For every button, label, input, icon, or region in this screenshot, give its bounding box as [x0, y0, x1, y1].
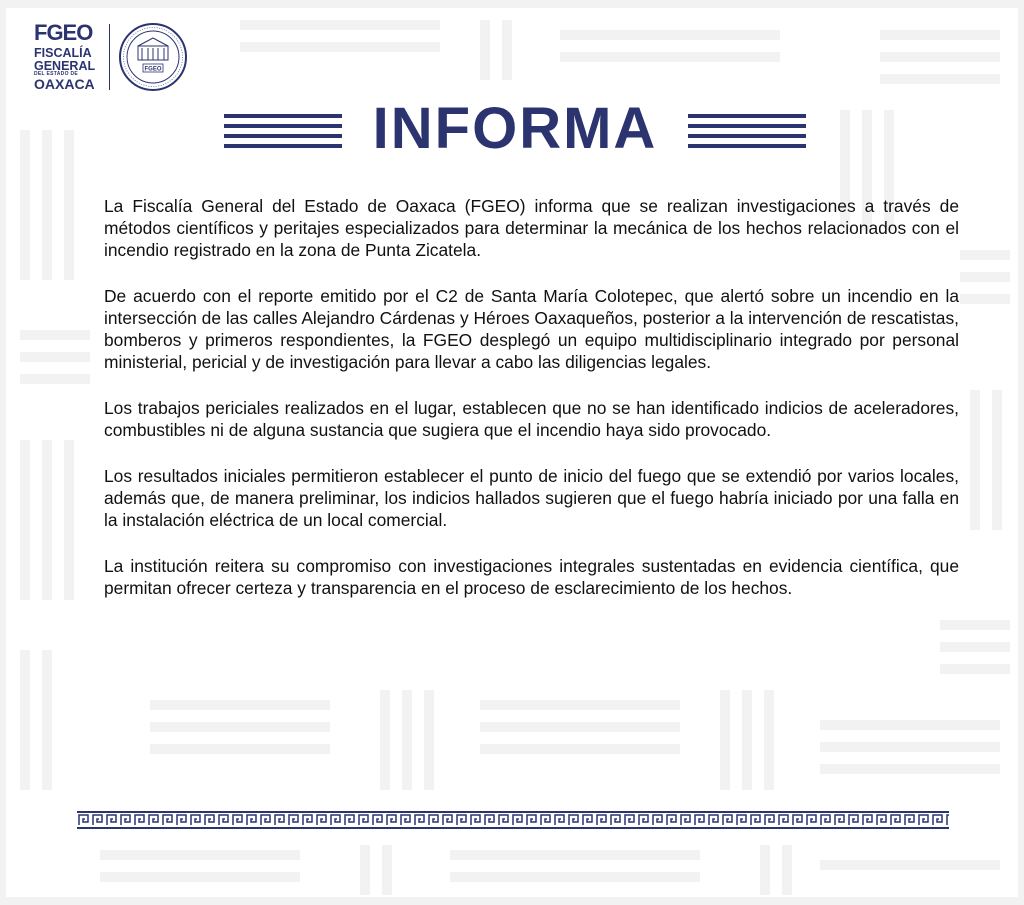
title-bars-right — [688, 114, 806, 150]
logo-line-fiscalia: FISCALÍA — [34, 46, 92, 60]
title-banner — [220, 96, 810, 161]
fgeo-logo — [30, 20, 200, 100]
greca-border-decoration — [77, 811, 949, 829]
logo-line-oaxaca: OAXACA — [34, 76, 95, 92]
logo-brand: FGEO — [34, 20, 93, 45]
fgeo-wordmark — [34, 22, 106, 91]
logo-divider — [109, 24, 110, 90]
paragraph: La Fiscalía General del Estado de Oaxaca (FGEO) informa que se realizan investigaciones a través de métodos científicos y peritajes especializados para determinar la mecánica de los hechos relacionados con el incendio registrado en la zona de Punta Zicatela. — [104, 196, 959, 260]
fgeo-seal-icon — [118, 22, 188, 92]
paragraph: De acuerdo con el reporte emitido por el C2 de Santa María Colotepec, que alertó sobre un incendio en la intersección de las calles Alejandro Cárdenas y Héroes Oaxaqueños, posterior a la intervención de rescatistas, bomberos y primeros respondientes, la FGEO desplegó un equipo multidisciplinario integrado por personal ministerial, pericial y de investigación para llevar a cabo las diligencias legales. — [104, 286, 959, 372]
page-title: INFORMA — [372, 96, 658, 161]
paragraph: La institución reitera su compromiso con investigaciones integrales sustentadas en evidencia científica, que permitan ofrecer certeza y transparencia en el proceso de esclarecimiento de los hechos. — [104, 556, 959, 598]
paragraph: Los trabajos periciales realizados en el lugar, establecen que no se han identificado indicios de aceleradores, combustibles ni de alguna sustancia que sugiera que el incendio haya sido provocado. — [104, 398, 959, 440]
press-release-body — [104, 195, 959, 623]
logo-line-del-estado: DEL ESTADO DE — [34, 71, 78, 77]
logo-line-general: GENERAL — [34, 58, 96, 73]
paragraph: Los resultados iniciales permitieron establecer el punto de inicio del fuego que se extendió por varios locales, además que, de manera preliminar, los indicios hallados sugieren que el fuego habría iniciado por una falla en la instalación eléctrica de un local comercial. — [104, 466, 959, 530]
svg-text:FGEO: FGEO — [144, 66, 162, 73]
